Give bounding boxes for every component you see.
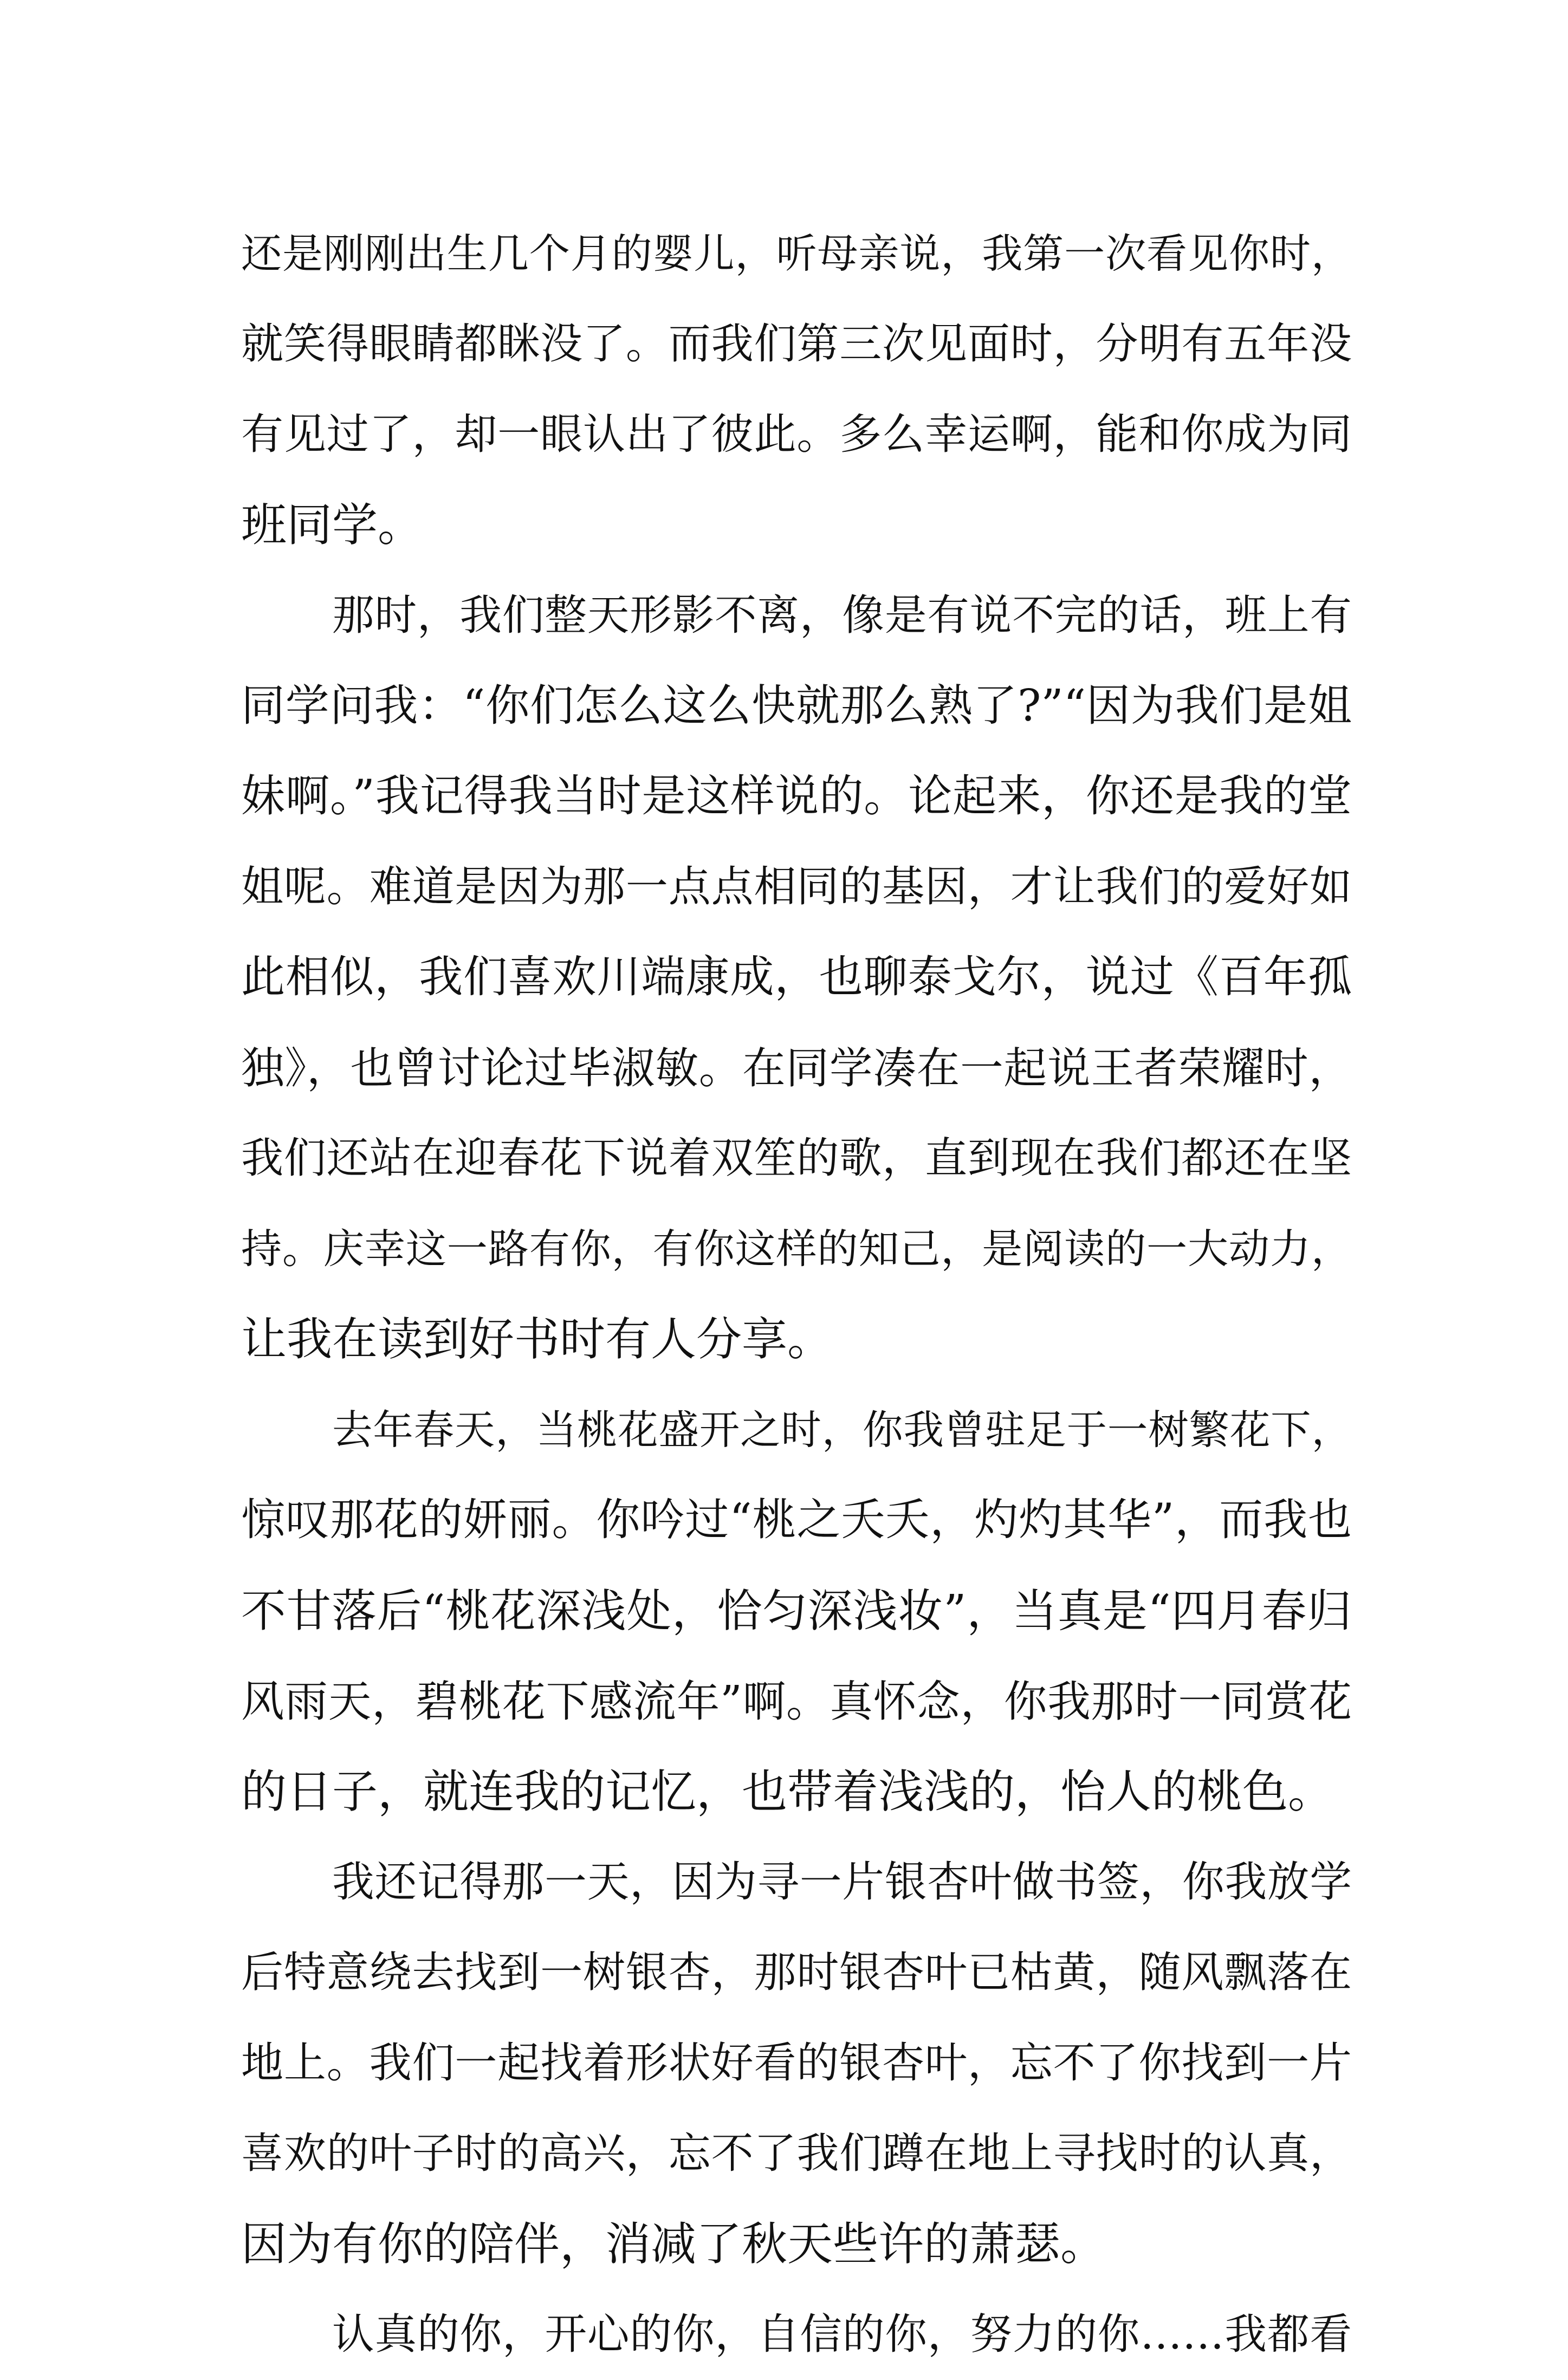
text-line: 喜欢的叶子时的高兴，忘不了我们蹲在地上寻找时的认真， (241, 2129, 1352, 2178)
text-line: 因为有你的陪伴，消减了秋天些许的萧瑟。 (241, 2217, 1106, 2271)
text-line: 不甘落后“桃花深浅处，恰匀深浅妆”，当真是“四月春归 (241, 1585, 1352, 1637)
text-line: 就笑得眼睛都眯没了。而我们第三次见面时，分明有五年没 (241, 320, 1352, 368)
text-line: 认真的你，开心的你，自信的你，努力的你……我都看 (332, 2310, 1352, 2359)
text-line: 那时，我们整天形影不离，像是有说不完的话，班上有 (332, 591, 1352, 640)
text-line: 风雨天，碧桃花下感流年”啊。真怀念，你我那时一同赏花 (241, 1676, 1352, 1727)
text-line: 去年春天，当桃花盛开之时，你我曾驻足于一树繁花下， (332, 1406, 1352, 1454)
text-line: 妹啊。”我记得我当时是这样说的。论起来，你还是我的堂 (241, 771, 1352, 822)
text-line: 惊叹那花的妍丽。你吟过“桃之夭夭，灼灼其华”，而我也 (241, 1495, 1352, 1546)
text-line: 地上。我们一起找着形状好看的银杏叶，忘不了你找到一片 (241, 2039, 1352, 2087)
text-line: 我们还站在迎春花下说着双笙的歌，直到现在我们都还在坚 (241, 1134, 1352, 1183)
text-line: 姐呢。难道是因为那一点点相同的基因，才让我们的爱好如 (241, 862, 1352, 911)
text-line: 我还记得那一天，因为寻一片银杏叶做书签，你我放学 (332, 1858, 1352, 1906)
text-line: 有见过了，却一眼认出了彼此。多么幸运啊，能和你成为同 (241, 410, 1352, 459)
text-line: 同学问我：“你们怎么这么快就那么熟了?”“因为我们是姐 (241, 680, 1352, 731)
text-line: 后特意绕去找到一树银杏，那时银杏叶已枯黄，随风飘落在 (241, 1948, 1352, 1997)
text-line: 班同学。 (241, 498, 424, 552)
text-line: 还是刚刚出生几个月的婴儿，听母亲说，我第一次看见你时， (241, 230, 1352, 277)
text-line: 持。庆幸这一路有你，有你这样的知己，是阅读的一大动力， (241, 1225, 1352, 1273)
text-line: 让我在读到好书时有人分享。 (241, 1313, 833, 1366)
text-line: 独》，也曾讨论过毕淑敏。在同学凑在一起说王者荣耀时， (241, 1043, 1352, 1093)
body-text (241, 209, 1352, 2380)
text-line: 此相似，我们喜欢川端康成，也聊泰戈尔，说过《百年孤 (241, 952, 1352, 1003)
text-line: 的日子，就连我的记忆，也带着浅浅的，怡人的桃色。 (241, 1765, 1334, 1818)
